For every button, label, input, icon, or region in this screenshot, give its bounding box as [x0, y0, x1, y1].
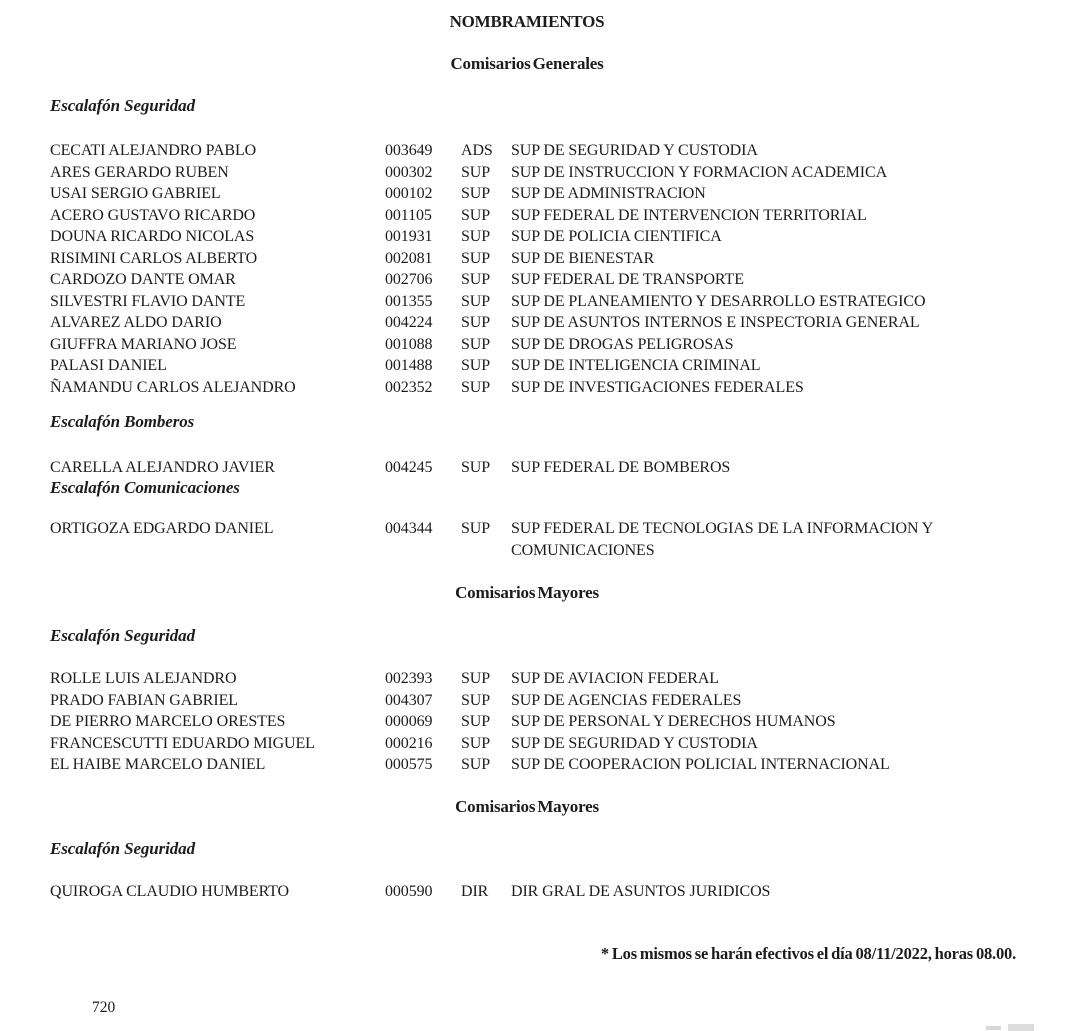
grade-code: SUP [461, 691, 491, 709]
table-row [50, 881, 992, 903]
officer-name: ROLLE LUIS ALEJANDRO [50, 670, 237, 687]
officer-name: DOUNA RICARDO NICOLAS [50, 228, 255, 245]
assignment: SUP DE INVESTIGACIONES FEDERALES [511, 378, 804, 396]
table-row [50, 690, 992, 712]
grade-code: SUP [461, 734, 491, 752]
officer-name: DE PIERRO MARCELO ORESTES [50, 713, 286, 730]
roster-comisarios-generales-bomberos [50, 457, 992, 479]
file-number: 000102 [385, 185, 433, 202]
table-row [50, 140, 992, 162]
officer-name: GIUFFRA MARIANO JOSE [50, 335, 237, 353]
scan-artifact [986, 1026, 1001, 1030]
table-row [50, 711, 992, 733]
file-number: 001088 [385, 335, 433, 353]
assignment: SUP DE AGENCIAS FEDERALES [511, 691, 742, 709]
grade-code: SUP [461, 271, 491, 288]
officer-name: USAI SERGIO GABRIEL [50, 185, 221, 202]
officer-name: ÑAMANDU CARLOS ALEJANDRO [50, 378, 296, 396]
assignment: SUP DE COOPERACION POLICIAL INTERNACIONAL [511, 756, 890, 773]
file-number: 001931 [385, 228, 433, 245]
page-number: 720 [92, 999, 116, 1016]
section-heading-comisarios-generales: Comisarios Generales [450, 54, 604, 73]
table-row [50, 183, 992, 205]
file-number: 004224 [385, 314, 433, 331]
officer-name: SILVESTRI FLAVIO DANTE [50, 292, 246, 310]
grade-code: SUP [461, 185, 491, 202]
grade-code: SUP [461, 713, 491, 730]
assignment: SUP DE PLANEAMIENTO Y DESARROLLO ESTRATEGICO [511, 292, 926, 310]
assignment: SUP DE ASUNTOS INTERNOS E INSPECTORIA GENERAL [511, 314, 920, 331]
file-number: 004307 [385, 691, 433, 709]
grade-code: SUP [461, 314, 491, 331]
assignment: SUP DE DROGAS PELIGROSAS [511, 335, 734, 353]
officer-name: ALVAREZ ALDO DARIO [50, 314, 222, 331]
assignment: SUP DE SEGURIDAD Y CUSTODIA [511, 142, 758, 159]
grade-code: SUP [461, 163, 491, 181]
section-heading-comisarios-mayores-1: Comisarios Mayores [455, 583, 599, 602]
grade-code: SUP [461, 756, 491, 773]
assignment: SUP FEDERAL DE TRANSPORTE [511, 271, 744, 288]
grade-code: SUP [461, 249, 491, 267]
file-number: 003649 [385, 142, 433, 159]
table-row [50, 754, 992, 776]
officer-name: QUIROGA CLAUDIO HUMBERTO [50, 883, 290, 900]
officer-name: CARELLA ALEJANDRO JAVIER [50, 459, 275, 476]
officer-name: ACERO GUSTAVO RICARDO [50, 206, 256, 224]
roster-comisarios-mayores-seguridad [50, 668, 992, 776]
roster-comisarios-generales-comunicaciones [50, 518, 992, 561]
officer-name: ARES GERARDO RUBEN [50, 163, 229, 181]
table-row [50, 269, 992, 291]
assignment: SUP FEDERAL DE TECNOLOGIAS DE LA INFORMACION Y COMUNICACIONES [511, 520, 933, 559]
assignment: SUP FEDERAL DE BOMBEROS [511, 459, 731, 476]
table-row [50, 355, 992, 377]
officer-name: PALASI DANIEL [50, 357, 167, 374]
file-number: 002706 [385, 271, 433, 288]
assignment: SUP DE INSTRUCCION Y FORMACION ACADEMICA [511, 163, 888, 181]
table-row [50, 312, 992, 334]
file-number: 001355 [385, 292, 433, 310]
grade-code: DIR [461, 883, 489, 900]
file-number: 001105 [385, 206, 432, 224]
file-number: 001488 [385, 357, 433, 374]
grade-code: SUP [461, 292, 491, 310]
officer-name: FRANCESCUTTI EDUARDO MIGUEL [50, 734, 315, 752]
officer-name: CECATI ALEJANDRO PABLO [50, 142, 257, 159]
table-row [50, 733, 992, 755]
grade-code: SUP [461, 670, 491, 687]
roster-comisarios-generales-seguridad [50, 140, 992, 398]
table-row [50, 248, 992, 270]
page-title: NOMBRAMIENTOS [449, 12, 605, 31]
grade-code: SUP [461, 335, 491, 353]
grade-code: SUP [461, 520, 491, 537]
table-row [50, 291, 992, 313]
file-number: 004245 [385, 459, 433, 476]
subsection-label-escalafon-comunicaciones: Escalafón Comunicaciones [50, 478, 240, 497]
table-row [50, 668, 992, 690]
officer-name: RISIMINI CARLOS ALBERTO [50, 249, 258, 267]
file-number: 000302 [385, 163, 433, 181]
officer-name: PRADO FABIAN GABRIEL [50, 691, 238, 709]
file-number: 002081 [385, 249, 433, 267]
table-row [50, 457, 992, 479]
table-row [50, 377, 992, 399]
assignment: SUP DE INTELIGENCIA CRIMINAL [511, 357, 761, 374]
table-row [50, 334, 992, 356]
assignment: SUP DE SEGURIDAD Y CUSTODIA [511, 734, 758, 752]
assignment: SUP DE ADMINISTRACION [511, 185, 706, 202]
subsection-label-escalafon-seguridad-3: Escalafón Seguridad [50, 839, 195, 858]
grade-code: ADS [461, 142, 493, 159]
officer-name: CARDOZO DANTE OMAR [50, 271, 236, 288]
officer-name: EL HAIBE MARCELO DANIEL [50, 756, 266, 773]
table-row [50, 162, 992, 184]
file-number: 000216 [385, 734, 433, 752]
table-row [50, 518, 992, 561]
effective-date-footnote: * Los mismos se harán efectivos el día 08/11/2022, horas 08.00. [600, 944, 1016, 963]
grade-code: SUP [461, 357, 491, 374]
grade-code: SUP [461, 206, 491, 224]
scan-artifact [1008, 1024, 1034, 1031]
subsection-label-escalafon-bomberos: Escalafón Bomberos [50, 412, 195, 431]
grade-code: SUP [461, 459, 491, 476]
roster-comisarios-mayores-2-seguridad [50, 881, 992, 903]
subsection-label-escalafon-seguridad-2: Escalafón Seguridad [50, 626, 195, 645]
file-number: 004344 [385, 520, 433, 537]
assignment: SUP FEDERAL DE INTERVENCION TERRITORIAL [511, 206, 867, 224]
table-row [50, 205, 992, 227]
subsection-label-escalafon-seguridad: Escalafón Seguridad [50, 96, 195, 115]
officer-name: ORTIGOZA EDGARDO DANIEL [50, 520, 274, 537]
file-number: 000590 [385, 883, 433, 900]
grade-code: SUP [461, 378, 491, 396]
file-number: 002393 [385, 670, 433, 687]
assignment: SUP DE BIENESTAR [511, 249, 655, 267]
assignment: SUP DE AVIACION FEDERAL [511, 670, 719, 687]
assignment: SUP DE POLICIA CIENTIFICA [511, 228, 722, 245]
grade-code: SUP [461, 228, 491, 245]
file-number: 000575 [385, 756, 433, 773]
file-number: 002352 [385, 378, 433, 396]
file-number: 000069 [385, 713, 433, 730]
table-row [50, 226, 992, 248]
section-heading-comisarios-mayores-2: Comisarios Mayores [455, 797, 599, 816]
assignment: SUP DE PERSONAL Y DERECHOS HUMANOS [511, 713, 836, 730]
assignment: DIR GRAL DE ASUNTOS JURIDICOS [511, 883, 771, 900]
